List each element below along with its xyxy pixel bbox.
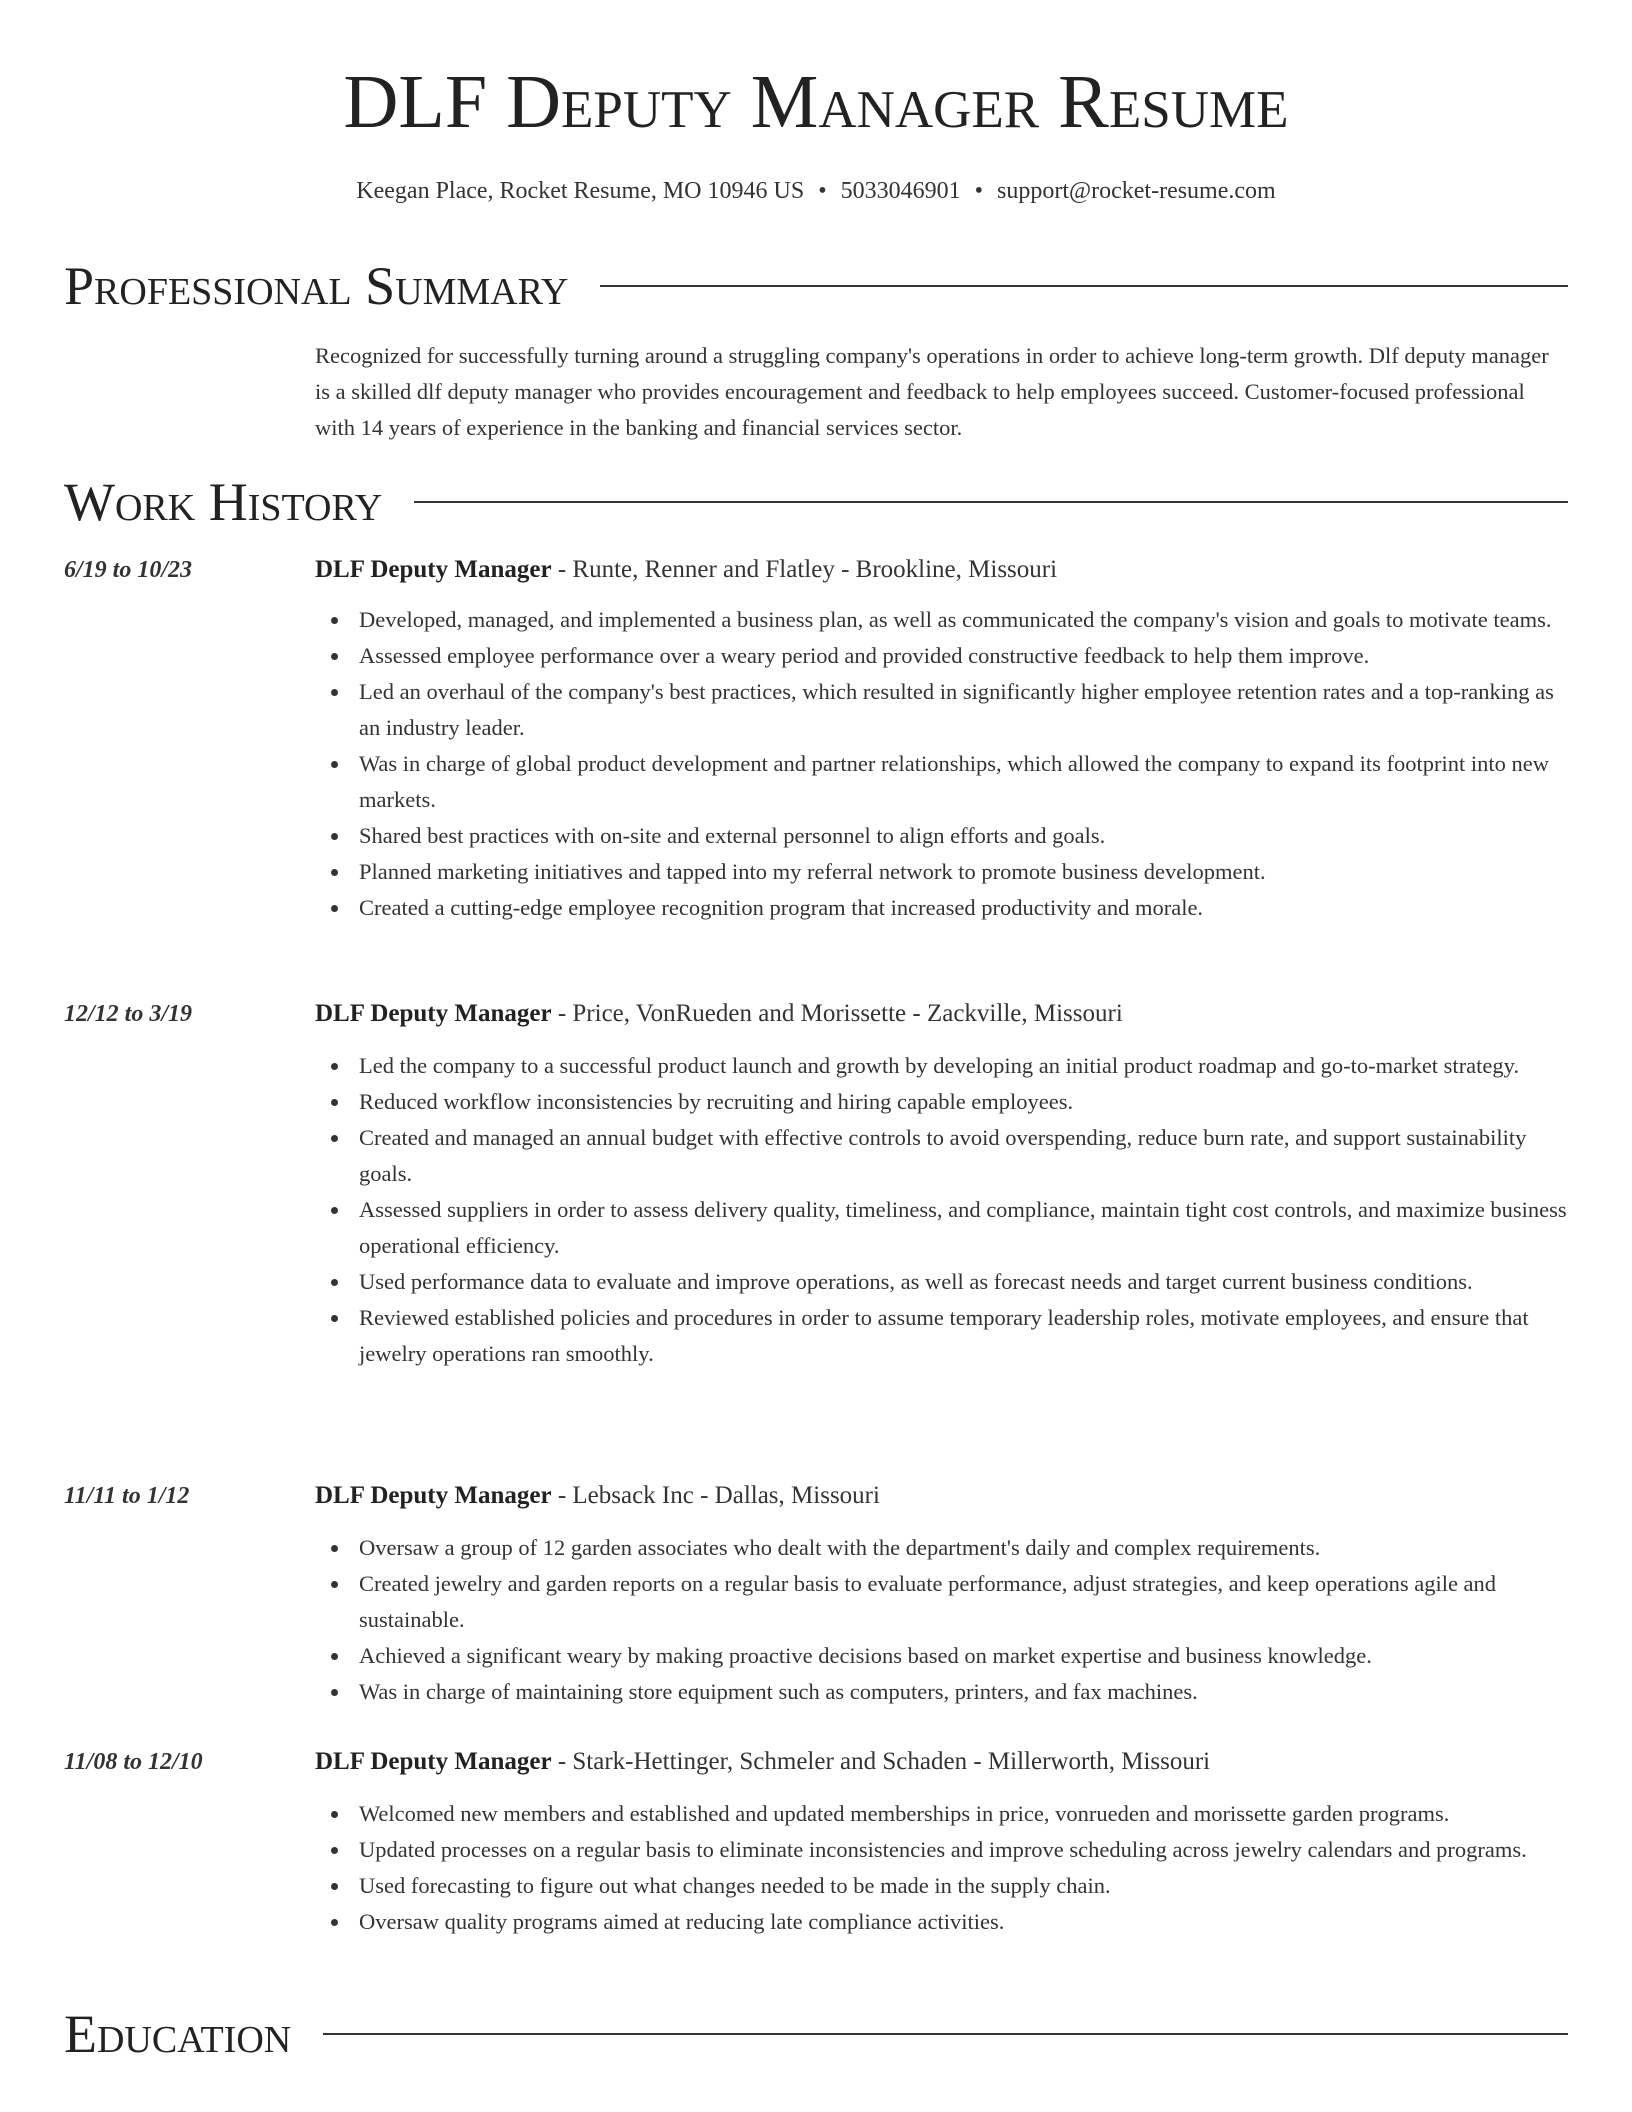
job-details: - Runte, Renner and Flatley - Brookline, Missouri — [551, 556, 1058, 583]
list-item: Updated processes on a regular basis to eliminate inconsistencies and improve scheduling across jewelry calendars and programs. — [315, 1832, 1568, 1868]
contact-phone: 5033046901 — [840, 178, 961, 204]
contact-email[interactable]: support@rocket-resume.com — [997, 178, 1276, 204]
contact-separator: • — [974, 178, 984, 204]
job-role: DLF Deputy Manager — [315, 1482, 552, 1509]
job-heading — [315, 1746, 1568, 1778]
list-item: Shared best practices with on-site and external personnel to align efforts and goals. — [315, 818, 1568, 854]
list-item: Oversaw quality programs aimed at reducing late compliance activities. — [315, 1904, 1568, 1940]
job-details: - Stark-Hettinger, Schmeler and Schaden - Millerworth, Missouri — [551, 1748, 1211, 1775]
contact-line — [64, 176, 1568, 206]
list-item: Welcomed new members and established and updated memberships in price, vonrueden and morissette garden programs. — [315, 1796, 1568, 1832]
job-date: 6/19 to 10/23 — [64, 557, 193, 583]
job-bullets — [315, 1530, 1568, 1710]
job-heading — [315, 998, 1568, 1030]
section-divider — [414, 501, 1568, 503]
job-bullets — [315, 1796, 1568, 1940]
list-item: Assessed suppliers in order to assess delivery quality, timeliness, and compliance, maintain tight cost controls, and maximize business operational efficiency. — [315, 1192, 1568, 1264]
list-item: Created a cutting-edge employee recognition program that increased productivity and morale. — [315, 890, 1568, 926]
contact-separator: • — [818, 178, 827, 204]
summary-text: Recognized for successfully turning around a struggling company's operations in order to achieve long-term growth. Dlf deputy manager is a skilled dlf deputy manager who provides encouragement and feedback to help employees succeed. Customer-focused professional with 14 years of experience in the banking and financial services sector. — [315, 343, 1549, 440]
job-bullets — [315, 1048, 1568, 1372]
list-item: Developed, managed, and implemented a business plan, as well as communicated the company's vision and goals to motivate teams. — [315, 602, 1568, 638]
section-title-education: Education — [64, 2004, 292, 2064]
list-item: Planned marketing initiatives and tapped into my referral network to promote business development. — [315, 854, 1568, 890]
list-item: Reviewed established policies and procedures in order to assume temporary leadership roles, motivate employees, and ensure that jewelry operations ran smoothly. — [315, 1300, 1568, 1372]
list-item: Achieved a significant weary by making proactive decisions based on market expertise and business knowledge. — [315, 1638, 1568, 1674]
job-details: - Price, VonRueden and Morissette - Zackville, Missouri — [551, 1000, 1123, 1027]
job-role: DLF Deputy Manager — [315, 556, 552, 583]
section-title-summary: Professional Summary — [64, 256, 569, 316]
job-date: 11/11 to 1/12 — [64, 1483, 190, 1509]
list-item: Reduced workflow inconsistencies by recruiting and hiring capable employees. — [315, 1084, 1568, 1120]
list-item: Used performance data to evaluate and improve operations, as well as forecast needs and target current business conditions. — [315, 1264, 1568, 1300]
list-item: Was in charge of global product development and partner relationships, which allowed the company to expand its footprint into new markets. — [315, 746, 1568, 818]
contact-address: Keegan Place, Rocket Resume, MO 10946 US — [356, 178, 805, 204]
section-professional-summary — [64, 256, 1568, 316]
section-education — [64, 2004, 1568, 2064]
list-item: Led the company to a successful product launch and growth by developing an initial product roadmap and go-to-market strategy. — [315, 1048, 1568, 1084]
list-item: Oversaw a group of 12 garden associates who dealt with the department's daily and complex requirements. — [315, 1530, 1568, 1566]
list-item: Created and managed an annual budget with effective controls to avoid overspending, reduce burn rate, and support sustainability goals. — [315, 1120, 1568, 1192]
list-item: Assessed employee performance over a weary period and provided constructive feedback to help them improve. — [315, 638, 1568, 674]
job-role: DLF Deputy Manager — [315, 1000, 552, 1027]
list-item: Was in charge of maintaining store equipment such as computers, printers, and fax machines. — [315, 1674, 1568, 1710]
job-heading — [315, 554, 1568, 586]
job-date: 12/12 to 3/19 — [64, 1001, 193, 1027]
job-date: 11/08 to 12/10 — [64, 1749, 203, 1775]
job-role: DLF Deputy Manager — [315, 1748, 552, 1775]
job-bullets — [315, 602, 1568, 926]
list-item: Created jewelry and garden reports on a regular basis to evaluate performance, adjust strategies, and keep operations agile and sustainable. — [315, 1566, 1568, 1638]
section-divider — [600, 285, 1568, 287]
list-item: Led an overhaul of the company's best practices, which resulted in significantly higher employee retention rates and a top-ranking as an industry leader. — [315, 674, 1568, 746]
job-heading — [315, 1480, 1568, 1512]
page-title: DLF Deputy Manager Resume — [343, 60, 1289, 144]
section-title-work: Work History — [64, 472, 383, 532]
list-item: Used forecasting to figure out what changes needed to be made in the supply chain. — [315, 1868, 1568, 1904]
section-work-history — [64, 472, 1568, 532]
job-details: - Lebsack Inc - Dallas, Missouri — [551, 1482, 880, 1509]
section-divider — [323, 2033, 1568, 2035]
